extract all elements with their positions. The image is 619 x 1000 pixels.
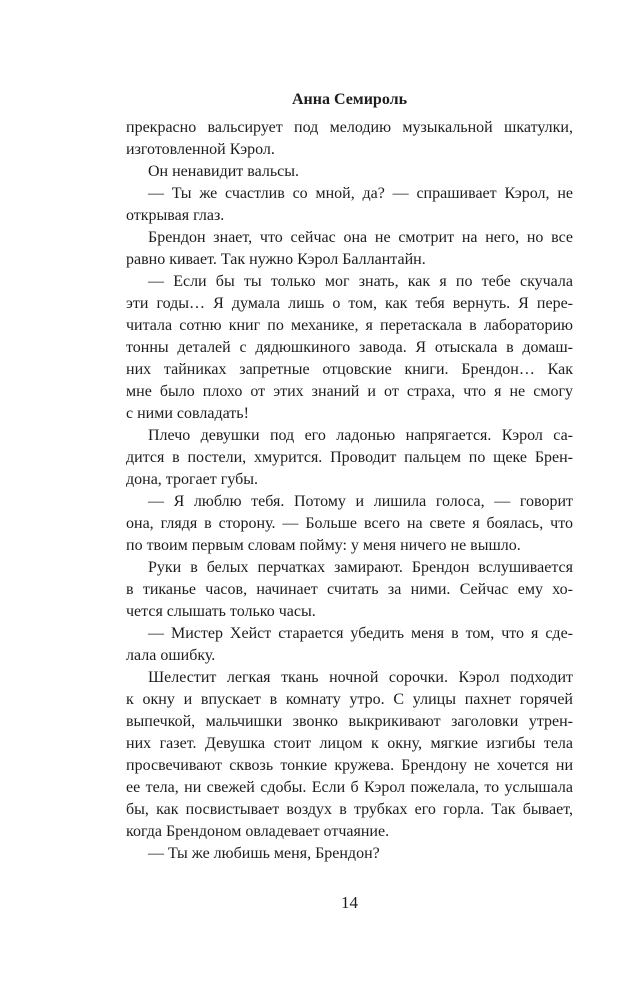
text-line: чется слышать только часы. (126, 603, 316, 620)
paragraph (126, 271, 573, 425)
text-line: — Я люблю тебя. Потому и лишила голоса, — говорит (148, 493, 573, 510)
text-line: равно кивает. Так нужно Кэрол Баллантайн. (126, 251, 426, 268)
text-line: Шелестит легкая ткань ночной сорочки. Кэрол подходит (148, 669, 573, 686)
paragraph (126, 623, 573, 667)
body-text (126, 117, 573, 865)
text-line: дится в постели, хмурится. Проводит пальцем по щеке Брен- (126, 449, 573, 466)
paragraph (126, 557, 573, 623)
text-line: она, глядя в сторону. — Больше всего на свете я боялась, что (126, 515, 573, 532)
paragraph (126, 491, 573, 557)
paragraph (126, 667, 573, 843)
text-line: когда Брендоном овладевает отчаяние. (126, 823, 390, 840)
text-line: в тиканье часов, начинает считать за ними. Сейчас ему хо- (126, 581, 573, 598)
text-line: Он ненавидит вальсы. (148, 163, 299, 180)
text-line: — Ты же счастлив со мной, да? — спрашивает Кэрол, не (148, 185, 573, 202)
text-line: них тайниках запретные отцовские книги. Брендон… Как (126, 361, 573, 378)
text-line: к окну и впускает в комнату утро. С улицы пахнет горячей (126, 691, 573, 708)
paragraph (126, 425, 573, 491)
text-line: лала ошибку. (126, 647, 216, 664)
text-line: — Мистер Хейст старается убедить меня в том, что я сде- (148, 625, 573, 642)
paragraph (126, 183, 573, 227)
text-line: по твоим первым словам пойму: у меня ничего не вышло. (126, 537, 521, 554)
text-line: Плечо девушки под его ладонью напрягается. Кэрол са- (148, 427, 573, 444)
paragraph (126, 843, 573, 865)
text-line: просвечивают сквозь тонкие кружева. Брендону не хочется ни (126, 757, 573, 774)
text-line: — Ты же любишь меня, Брендон? (148, 845, 380, 862)
text-line: ее тела, ни свежей сдобы. Если б Кэрол пожелала, то услышала (126, 779, 573, 796)
text-line: с ними совладать! (126, 405, 249, 422)
text-line: них газет. Девушка стоит лицом к окну, мягкие изгибы тела (126, 735, 573, 752)
text-line: эти годы… Я думала лишь о том, как тебя вернуть. Я пере- (126, 295, 573, 312)
text-line: изготовленной Кэрол. (126, 141, 275, 158)
text-line: тонны деталей с дядюшкиного завода. Я отыскала в домаш- (126, 339, 573, 356)
text-line: бы, как посвистывает воздух в трубках его горла. Так бывает, (126, 801, 573, 818)
text-line: прекрасно вальсирует под мелодию музыкальной шкатулки, (126, 119, 573, 136)
text-line: открывая глаз. (126, 207, 225, 224)
text-line: читала сотню книг по механике, я перетаскала в лабораторию (126, 317, 573, 334)
text-line: — Если бы ты только мог знать, как я по тебе скучала (148, 273, 573, 290)
page-number: 14 (341, 893, 358, 912)
text-line: Брендон знает, что сейчас она не смотрит на него, но все (148, 229, 573, 246)
text-line: дона, трогает губы. (126, 471, 258, 488)
text-line: выпечкой, мальчишки звонко выкрикивают заголовки утрен- (126, 713, 573, 730)
paragraph (126, 117, 573, 161)
running-title: Анна Семироль (291, 91, 408, 108)
text-line: мне было плохо от этих знаний и от страха, что я не смогу (126, 383, 573, 400)
text-line: Руки в белых перчатках замирают. Брендон вслушивается (148, 559, 573, 576)
paragraph (126, 227, 573, 271)
paragraph (126, 161, 573, 183)
